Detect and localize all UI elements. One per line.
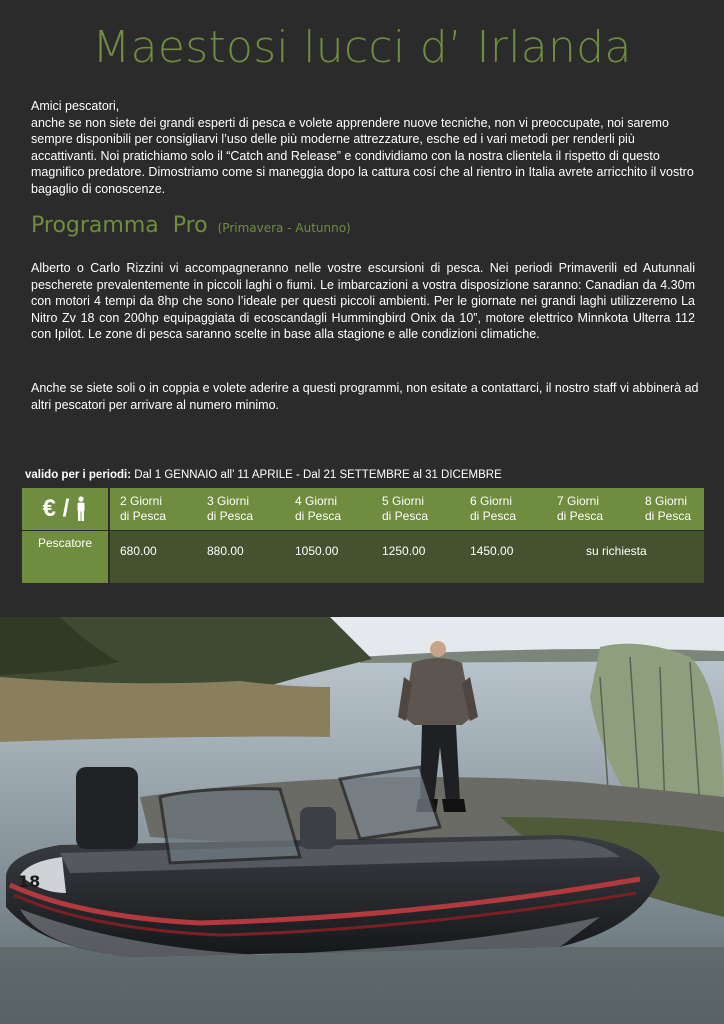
intro-section xyxy=(31,98,695,198)
column-header-line: di Pesca xyxy=(645,509,692,523)
program-subtitle: (Primavera - Autunno) xyxy=(217,221,351,235)
column-header-line: 5 Giorni xyxy=(382,494,425,508)
intro-body: anche se non siete dei grandi esperti di pesca e volete apprendere nuove tecniche, non vi preoccupate, noi saremo sempre disponibili per consigliarvi l’uso delle più moderne attrezzature, esche ed i vari metodi per renderli più accattivanti. Noi pratichiamo solo il “Catch and Release” e condividiamo con la nostra clientela il rispetto di questo magnifico predatore. Dimostriamo come si maneggia dopo la cattura cosí che al rientro in Italia avrete arricchito il vostro bagaglio di conoscenze. xyxy=(31,115,694,196)
validity-label: valido per i periodi: xyxy=(25,469,132,481)
validity-periods: Dal 1 GENNAIO all’ 11 APRILE - Dal 21 SETTEMBRE al 31 DICEMBRE xyxy=(134,469,502,481)
price-on-request: su richiesta xyxy=(586,544,647,558)
program-description: Alberto o Carlo Rizzini vi accompagneranno nelle vostre escursioni di pesca. Nei periodi Primaverili ed Autunnali pescherete prevalentemente in piccoli laghi o fiumi. Le imbarcazioni a vostra disposizione saranno: Canadian da 4.30m con motori 4 tempi da 8hp che sono l’ideale per questi piccoli ambienti. Per le giornate nei grandi laghi utilizzeremo La Nitro Zv 18 con 200hp equipaggiata di ecoscandagli Hummingbird Onix da 10”, motore elettrico Minnkota Ulterra 112 con Ipilot. Le zone di pesca saranno scelte in base alla stagione e alle condizioni climatiche. xyxy=(31,261,695,342)
column-header-line: 7 Giorni xyxy=(557,494,600,508)
column-header-line: 6 Giorni xyxy=(470,494,513,508)
column-header-3-days xyxy=(207,494,253,524)
lake-boat-photo xyxy=(0,617,724,1024)
price-3-days: 880.00 xyxy=(207,544,244,558)
column-header-5-days xyxy=(382,494,428,524)
person-icon xyxy=(75,496,87,522)
column-header-line: di Pesca xyxy=(470,509,517,523)
program-title: Programma Pro xyxy=(31,213,208,238)
price-4-days: 1050.00 xyxy=(295,544,339,558)
price-table-header xyxy=(22,488,704,531)
column-header-2-days xyxy=(120,494,166,524)
column-header-7-days xyxy=(557,494,603,524)
price-row-pescatore xyxy=(22,531,704,583)
column-header-8-days xyxy=(645,494,691,524)
page-title: Maestosi lucci d’ Irlanda xyxy=(92,22,632,73)
column-header-line: di Pesca xyxy=(120,509,167,523)
svg-text:18: 18 xyxy=(18,872,41,891)
column-header-line: 2 Giorni xyxy=(120,494,163,508)
intro-greeting: Amici pescatori, xyxy=(31,99,120,113)
row-label-pescatore: Pescatore xyxy=(22,531,110,583)
column-header-4-days xyxy=(295,494,341,524)
column-header-line: di Pesca xyxy=(207,509,254,523)
program-heading xyxy=(31,213,351,238)
column-header-line: di Pesca xyxy=(295,509,342,523)
price-table xyxy=(22,488,704,584)
column-header-6-days xyxy=(470,494,516,524)
column-header-line: di Pesca xyxy=(382,509,429,523)
currency-label: € / xyxy=(42,495,70,522)
price-5-days: 1250.00 xyxy=(382,544,426,558)
column-header-line: 4 Giorni xyxy=(295,494,338,508)
currency-per-person-cell xyxy=(22,488,110,530)
column-header-line: 3 Giorni xyxy=(207,494,250,508)
price-6-days: 1450.00 xyxy=(470,544,514,558)
column-header-line: 8 Giorni xyxy=(645,494,688,508)
column-header-line: di Pesca xyxy=(557,509,604,523)
closing-note: Anche se siete soli o in coppia e volete aderire a questi programmi, non esitate a contattarci, il nostro staff vi abbinerà ad altri pescatori per arrivare al numero minimo. xyxy=(31,381,699,412)
price-2-days: 680.00 xyxy=(120,544,157,558)
validity-line xyxy=(25,469,502,481)
